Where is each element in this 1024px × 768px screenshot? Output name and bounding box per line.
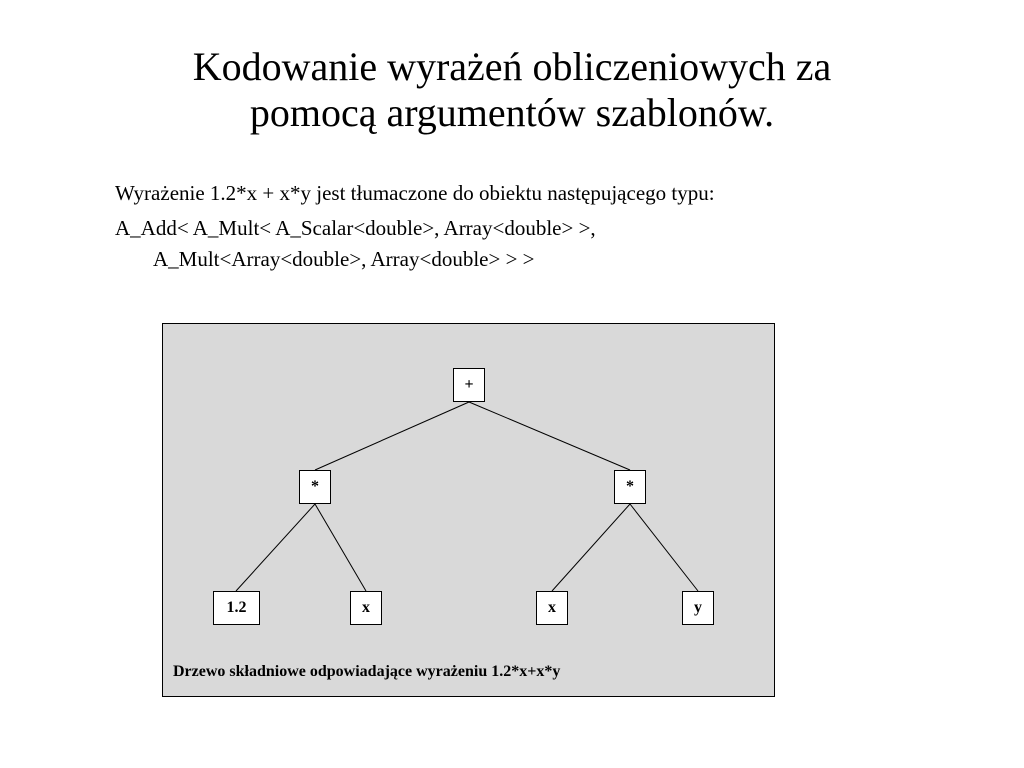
edge-root-right xyxy=(469,402,630,470)
tree-node-root-plus: + xyxy=(453,368,485,402)
edge-right-leaf4 xyxy=(630,504,698,591)
tree-leaf-scalar-1-2: 1.2 xyxy=(213,591,260,625)
tree-leaf-x-left: x xyxy=(350,591,382,625)
type-signature-line-2: A_Mult<Array<double>, Array<double> > > xyxy=(153,247,535,271)
slide-title xyxy=(0,44,1024,136)
diagram-caption: Drzewo składniowe odpowiadające wyrażeniu 1.2*x+x*y xyxy=(173,663,561,680)
slide-title-line-2: pomocą argumentów szablonów. xyxy=(249,90,775,135)
tree-leaf-y: y xyxy=(682,591,714,625)
edge-left-leaf2 xyxy=(315,504,366,591)
edge-left-leaf1 xyxy=(236,504,315,591)
tree-leaf-x-right: x xyxy=(536,591,568,625)
tree-node-mult-left: * xyxy=(299,470,331,504)
edge-root-left xyxy=(315,402,469,470)
tree-node-mult-right: * xyxy=(614,470,646,504)
description-text: Wyrażenie 1.2*x + x*y jest tłumaczone do obiektu następującego typu: xyxy=(115,181,715,205)
type-signature-line-1: A_Add< A_Mult< A_Scalar<double>, Array<double> >, xyxy=(115,216,596,240)
slide-title-line-1: Kodowanie wyrażeń obliczeniowych za xyxy=(192,44,832,89)
syntax-tree-diagram xyxy=(162,323,775,697)
edge-right-leaf3 xyxy=(552,504,630,591)
